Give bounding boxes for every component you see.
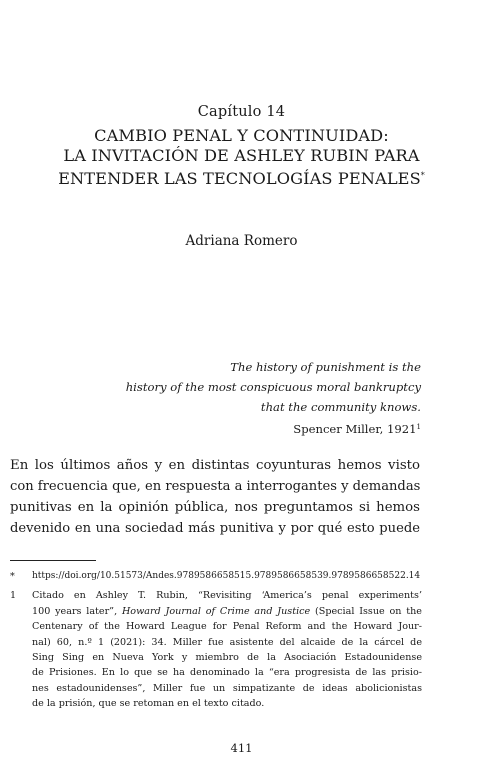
footnote-star [10,569,422,584]
footnote-1-line-3: Centenary of the Howard League for Penal Reform and the Howard Jour- [32,621,422,633]
epigraph-line-3: that the community knows. [260,400,421,414]
epigraph-attribution [81,417,421,439]
body-line-3: punitivas en la opinión pública, nos preguntamos si hemos [10,500,420,515]
title-line-3-text: ENTENDER LAS TECNOLOGÍAS PENALES [58,169,421,188]
footnote-1-line-2 [32,604,422,619]
epigraph [81,357,421,439]
footnote-1-line-2-b: (Special Issue on the [310,605,422,617]
footnote-1-line-5: Sing Sing en Nueva York y miembro de la Asociación Estadounidense [32,652,422,664]
footnote-1-journal: Howard Journal of Crime and Justice [121,605,311,617]
epigraph-line-2: history of the most conspicuous moral bankruptcy [125,380,421,394]
footnote-star-mark: * [10,571,15,582]
footnote-1-line-8: de la prisión, que se retoman en el texto citado. [32,698,265,710]
footnote-1-mark: 1 [10,590,17,602]
footnote-1-line-7: nes estadounidenses”, Miller fue un simpatizante de ideas abolicionistas [32,682,422,694]
chapter-title [0,126,483,189]
footnote-divider [10,560,96,561]
footnote-1-line-6: de Prisiones. En lo que se ha denominado la “era progresista de las prisio- [32,667,422,679]
footnotes [10,569,422,716]
epigraph-line-1: The history of punishment is the [230,360,421,374]
title-footnote-mark[interactable]: * [420,171,425,180]
footnote-doi-link[interactable]: https://doi.org/10.51573/Andes.9789586658515.9789586658539.9789586658522.14 [32,571,421,581]
epigraph-attribution-text: Spencer Miller, 1921 [293,422,417,436]
title-line-2: LA INVITACIÓN DE ASHLEY RUBIN PARA [63,146,420,165]
footnote-1 [10,588,422,711]
body-line-4: devenido en una sociedad más punitiva y por qué esto puede [10,521,420,536]
footnote-1-line-1: Citado en Ashley T. Rubin, “Revisiting ‘America’s penal experiments’ [32,590,422,602]
author-name: Adriana Romero [185,233,298,249]
body-paragraph [10,455,420,539]
chapter-label: Capítulo 14 [197,104,286,120]
epigraph-footnote-mark[interactable]: 1 [416,423,421,431]
footnote-1-line-4: nal) 60, n.º 1 (2021): 34. Miller fue asistente del alcaide de la cárcel de [32,636,422,648]
title-line-1: CAMBIO PENAL Y CONTINUIDAD: [94,126,389,145]
title-line-3 [0,166,483,189]
page-number: 411 [230,741,253,755]
footnote-1-line-2-a: 100 years later”, [32,605,122,617]
body-line-1: En los últimos años y en distintas coyunturas hemos visto [10,458,420,473]
body-line-2: con frecuencia que, en respuesta a interrogantes y demandas [10,479,421,494]
